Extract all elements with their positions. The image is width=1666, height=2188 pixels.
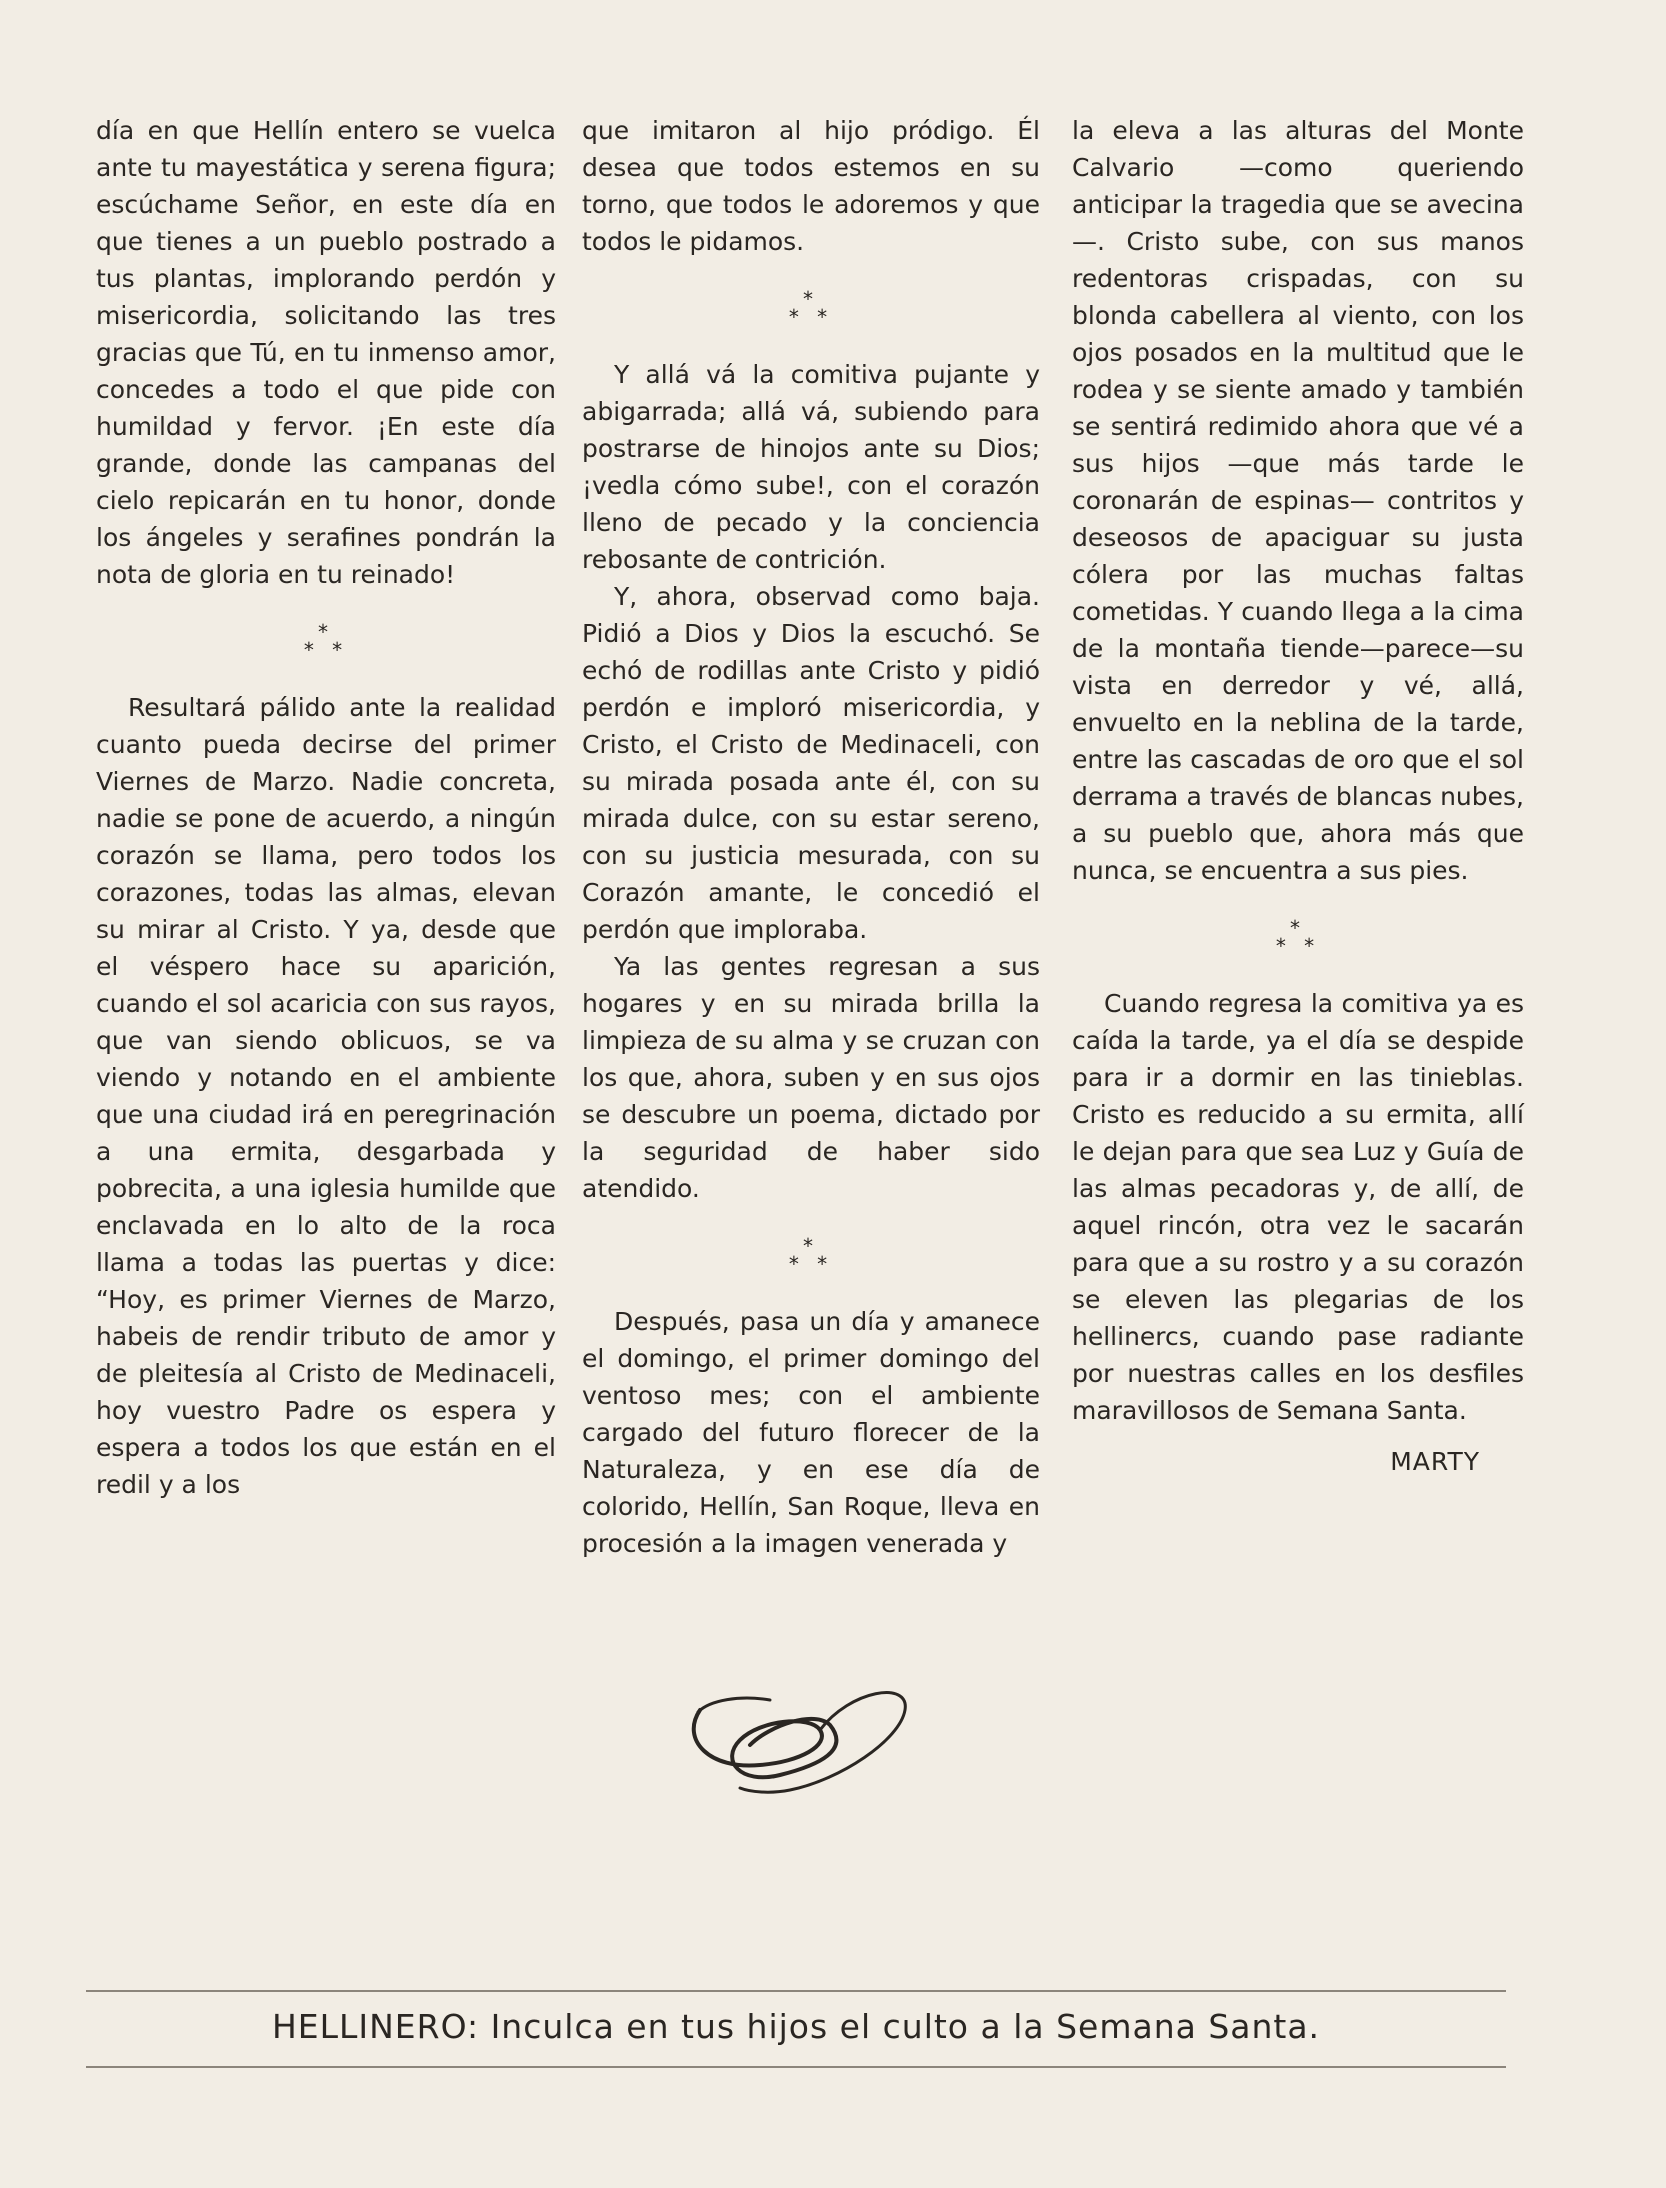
paragraph: Cuando regresa la comitiva ya es caída la tarde, ya el día se despide para ir a dormir en las tinieblas. Cristo es reducido a su ermita, allí le dejan para que sea Luz y Guía de las almas pecadoras y, de allí, de aquel rincón, otra vez le sacarán para que a su rostro y a su corazón se eleven las plegarias de los hellinercs, cuando pase radiante por nuestras calles en los desfiles maravillosos de Semana Santa.	[1072, 989, 1524, 1425]
footer-slogan: HELLINERO: Inculca en tus hijos el culto a la Semana Santa.	[271, 2007, 1321, 2046]
paragraph: Después, pasa un día y amanece el domingo, el primer domingo del ventoso mes; con el ambiente cargado del futuro florecer de la Naturaleza, y en ese día de colorido, Hellín, San Roque, lleva en procesión a la imagen venerada y	[582, 1307, 1040, 1558]
author-signature: MARTY	[1390, 1447, 1480, 1476]
paragraph: Resultará pálido ante la realidad cuanto pueda decirse del primer Viernes de Marzo. Nadie concreta, nadie se pone de acuerdo, a ningún corazón se llama, pero todos los corazones, todas las almas, elevan su mirar al Cristo. Y ya, desde que el véspero hace su aparición, cuando el sol acaricia con sus rayos, que van siendo oblicuos, se va viendo y notando en el ambiente que una ciudad irá en peregrinación a una ermita, desgarbada y pobrecita, a una iglesia humilde que enclavada en lo alto de la roca llama a todas las puertas y dice: “Hoy, es primer Viernes de Marzo, habeis de rendir tributo de amor y de pleitesía al Cristo de Medinaceli, hoy vuestro Padre os espera y espera a todos los que están en el redil y a los	[96, 693, 556, 1499]
paragraph: la eleva a las alturas del Monte Calvario —como queriendo anticipar la tragedia que se avecina—. Cristo sube, con sus manos redentoras crispadas, con su blonda cabellera al viento, con los ojos posados en la multitud que le rodea y se siente amado y también se sentirá redimido ahora que vé a sus hijos —que más tarde le coronarán de espinas— contritos y deseosos de apaciguar su justa cólera por las muchas faltas cometidas. Y cuando llega a la cima de la montaña tiende—parece—su vista en derredor y vé, allá, envuelto en la neblina de la tarde, entre las cascadas de oro que el sol derrama a través de blancas nubes, a su pueblo que, ahora más que nunca, se encuentra a sus pies.	[1072, 116, 1524, 885]
text-column-3	[1072, 112, 1524, 1480]
flourish-ornament-icon	[680, 1670, 920, 1800]
paragraph: que imitaron al hijo pródigo. Él desea que todos estemos en su torno, que todos le adoremos y que todos le pidamos.	[582, 116, 1040, 256]
paragraph: Ya las gentes regresan a sus hogares y en su mirada brilla la limpieza de su alma y se cruzan con los que, ahora, suben y en sus ojos se descubre un poema, dictado por la seguridad de haber sido atendido.	[582, 952, 1040, 1203]
paragraph: día en que Hellín entero se vuelca ante tu mayestática y serena figura; escúchame Señor, en este día en que tienes a un pueblo postrado a tus plantas, implorando perdón y misericordia, solicitando las tres gracias que Tú, en tu inmenso amor, concedes a todo el que pide con humildad y fervor. ¡En este día grande, donde las campanas del cielo repicarán en tu honor, donde los ángeles y serafines pondrán la nota de gloria en tu reinado!	[96, 116, 556, 589]
section-separator: * * *	[788, 1234, 834, 1276]
paragraph: Y, ahora, observad como baja. Pidió a Dios y Dios la escuchó. Se echó de rodillas ante Cristo y pidió perdón e imploró misericordia, y Cristo, el Cristo de Medinaceli, con su mirada posada ante él, con su mirada dulce, con su estar sereno, con su justicia mesurada, con su Corazón amante, le concedió el perdón que imploraba.	[582, 582, 1040, 944]
footer-rule-bottom	[86, 2066, 1506, 2068]
text-column-2	[582, 112, 1040, 1562]
section-separator: * * *	[303, 620, 349, 662]
text-column-1	[96, 112, 556, 1503]
section-separator: * * *	[1275, 916, 1321, 958]
footer-rule-top	[86, 1990, 1506, 1992]
section-separator: * * *	[788, 287, 834, 329]
paragraph: Y allá vá la comitiva pujante y abigarrada; allá vá, subiendo para postrarse de hinojos ante su Dios; ¡vedla cómo sube!, con el corazón lleno de pecado y la conciencia rebosante de contrición.	[582, 360, 1040, 574]
